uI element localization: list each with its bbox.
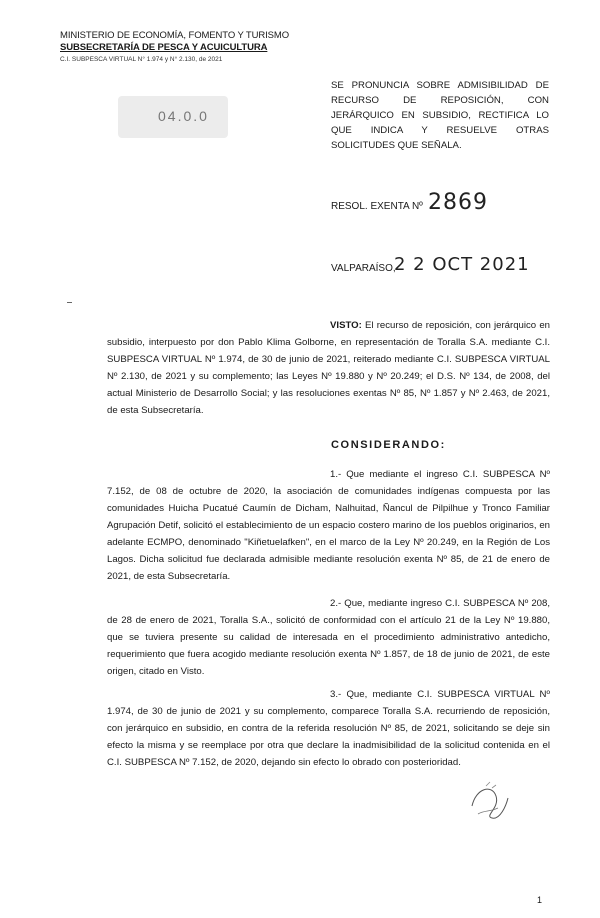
stamp-text: 04.0.0 <box>158 108 209 124</box>
visto-label: VISTO: <box>330 320 362 331</box>
paragraph-2 <box>107 595 550 680</box>
subject-summary: SE PRONUNCIA SOBRE ADMISIBILIDAD DE RECURSO DE REPOSICIÓN, CON JERÁRQUICO EN SUBSIDIO, RECTIFICA LO QUE INDICA Y RESUELVE OTRAS SOLICITUDES QUE SEÑALA. <box>331 80 549 151</box>
visto-paragraph <box>107 317 550 419</box>
margin-mark <box>67 302 72 303</box>
date-stamp: 2 2 OCT 2021 <box>394 254 530 275</box>
page-number: 1 <box>537 895 543 905</box>
subsecretaria-name: SUBSECRETARÍA DE PESCA Y ACUICULTURA <box>60 42 268 53</box>
paragraph-3-lead: 3.- Que, mediante C.I. SUBPESCA VIRTUAL Nº <box>330 689 550 700</box>
ministry-name: MINISTERIO DE ECONOMÍA, FOMENTO Y TURISMO <box>60 30 290 41</box>
considerando-title: CONSIDERANDO: <box>331 439 446 451</box>
letterhead <box>60 30 290 66</box>
paragraph-2-lead: 2.- Que, mediante ingreso C.I. SUBPESCA Nº <box>330 598 529 609</box>
paragraph-1 <box>107 466 550 585</box>
reference-line: C.I. SUBPESCA VIRTUAL N° 1.974 y N° 2.130, de 2021 <box>60 56 223 63</box>
paragraph-3-text: 1.974, de 30 de junio de 2021 y su complemento, comparece Toralla S.A. recurriendo de reposición, con jerárquico en subsidio, en contra de la referida resolución Nº 85, de 2021, solicitando se deje sin efecto la misma y se reemplace por otra que declare la inadmisibilidad de la solicitud contenida en el C.I. SUBPESCA Nº 7.152, de 2020, dejando sin efecto lo obrado con posterioridad. <box>107 706 550 768</box>
paragraph-3 <box>107 686 550 771</box>
paragraph-1-text: 7.152, de 08 de octubre de 2020, la asociación de comunidades indígenas compuesta por las comunidades Huicha Pucatué Caumín de Dicham, Nalhuitad, Ñancul de Pilpilhue y Tronco Familiar Agrupación Detif, solicitó el establecimiento de un espacio costero marino de los pueblos originarios, en adelante ECMPO, denominado "Kiñetuelafken", en el marco de la Ley Nº 20.249, en la Región de Los Lagos. Dicha solicitud fue declarada admisible mediante resolución exenta Nº 85, de 21 de enero de 2021, de esta Subsecretaría. <box>107 486 550 582</box>
signature-mark <box>462 776 518 826</box>
paragraph-1-lead: 1.- Que mediante el ingreso C.I. SUBPESCA Nº <box>330 469 550 480</box>
received-stamp <box>118 96 228 138</box>
place-label: VALPARAÍSO, <box>331 263 396 274</box>
resolution-number: 2869 <box>428 190 488 215</box>
visto-text: El recurso de reposición, con jerárquico en subsidio, interpuesto por don Pablo Klima Golborne, en representación de Toralla S.A. mediante C.I. SUBPESCA VIRTUAL Nº 1.974, de 30 de junio de 2021, reiterado mediante C.I. SUBPESCA VIRTUAL Nº 2.130, de 2021 y su complemento; las Leyes Nº 19.880 y Nº 20.249; el D.S. Nº 134, de 2008, del actual Ministerio de Desarrollo Social; y las resoluciones exentas Nº 85, Nº 1.857 y Nº 2.463, de 2021, de esta Subsecretaría. <box>107 320 550 416</box>
paragraph-2-text: 208, de 28 de enero de 2021, Toralla S.A., solicitó de conformidad con el artículo 21 de la Ley Nº 19.880, que se tuviera presente su calidad de interesada en el procedimiento administrativo antedicho, requerimiento que fuera acogido mediante resolución exenta Nº 1.857, de 18 de junio de 2021, de este origen, citado en Visto. <box>107 598 550 677</box>
resolution-label: RESOL. EXENTA Nº <box>331 201 423 212</box>
